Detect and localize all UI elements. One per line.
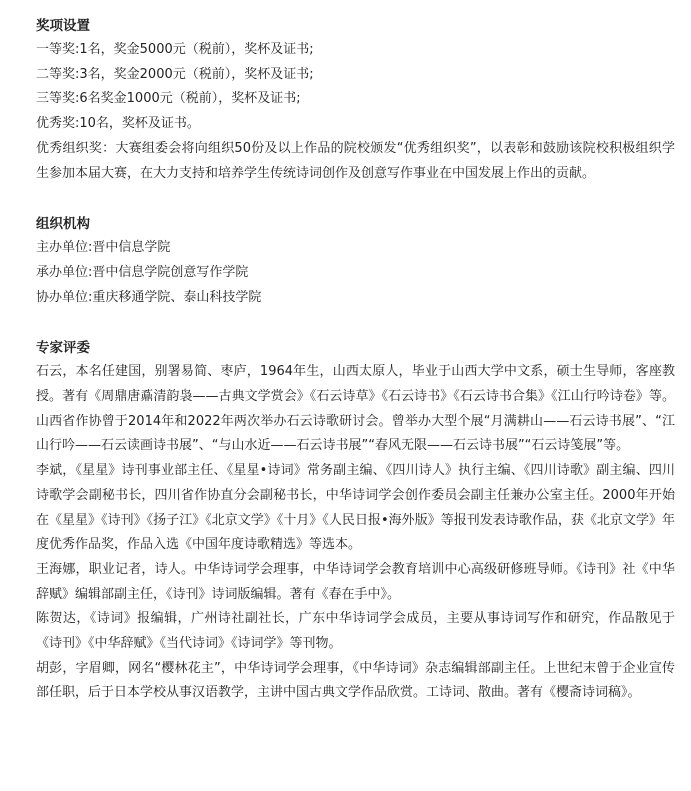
organizer-co-organizer: 协办单位:重庆移通学院、泰山科技学院 (36, 289, 262, 305)
award-first-prize: 一等奖:1名，奖金5000元（税前），奖杯及证书; (36, 42, 314, 57)
expert-hu-peng: 胡彭，字眉卿，网名“樱林花主”，中华诗词学会理事，《中华诗词》杂志编辑部副主任。上世纪末曾于企业宣传部任职，后于日本学校从事汉语教学，主讲中国古典文学作品欣赏。工诗词、散曲。著有《樱斋诗词稿》。 (36, 660, 675, 701)
award-second-prize: 二等奖:3名，奖金2000元（税前），奖杯及证书; (36, 66, 314, 82)
award-organization-prize: 优秀组织奖：大赛组委会将向组织50份及以上作品的院校颁发“优秀组织奖”，以表彰和鼓励该院校积极组织学生参加本届大赛，在大力支持和培养学生传统诗词创作及创意写作事业在中国发展上作出的贡献。 (36, 140, 675, 181)
expert-wang-haina: 王海娜，职业记者，诗人。中华诗词学会理事，中华诗词学会教育培训中心高级研修班导师。《诗刊》社《中华辞赋》编辑部副主任，《诗刊》诗词版编辑。著有《春在手中》。 (36, 561, 675, 602)
award-third-prize: 三等奖:6名奖金1000元（税前），奖杯及证书; (36, 91, 301, 107)
expert-li-bin: 李斌，《星星》诗刊事业部主任、《星星•诗词》常务副主编、《四川诗人》执行主编、《四川诗歌》副主编、四川诗歌学会副秘书长，四川省作协直分会副秘书长，中华诗词学会创作委员会副主任兼办公室主任。2000年开始在《星星》《诗刊》《扬子江》《北京文学》《十月》《人民日报•海外版》等报刊发表诗歌作品，获《北京文学》年度优秀作品奖，作品入选《中国年度诗歌精选》等选本。 (36, 463, 675, 553)
expert-shi-yun: 石云，本名任建国，别署易简、枣庐，1964年生，山西太原人，毕业于山西大学中文系，硕士生导师，客座教授。著有《周鼎唐鼒清韵袅——古典文学赏会》《石云诗草》《石云诗书》《石云诗书合集》《江山行吟诗卷》等。山西省作协曾于2014年和2022年两次举办石云诗歌研讨会。曾举办大型个展“月满耕山——石云诗书展”、“江山行吟——石云读画诗书展”、“与山水近——石云诗书展”“春风无限——石云诗书展”“石云诗笺展”等。 (36, 364, 675, 454)
organization-heading: 组织机构 (36, 216, 90, 233)
expert-chen-heda: 陈贺达，《诗词》报编辑，广州诗社副社长，广东中华诗词学会成员，主要从事诗词写作和研究，作品散见于《诗刊》《中华辞赋》《当代诗词》《诗词学》等刊物。 (36, 611, 675, 652)
awards-section (36, 14, 675, 186)
awards-heading: 奖项设置 (36, 18, 90, 34)
award-excellence-prize: 优秀奖:10名，奖杯及证书。 (36, 116, 200, 132)
organization-section (36, 212, 675, 310)
experts-section (36, 336, 675, 706)
experts-heading: 专家评委 (36, 340, 90, 357)
organizer-undertaker: 承办单位:晋中信息学院创意写作学院 (36, 264, 249, 280)
organizer-host: 主办单位:晋中信息学院 (36, 240, 171, 256)
